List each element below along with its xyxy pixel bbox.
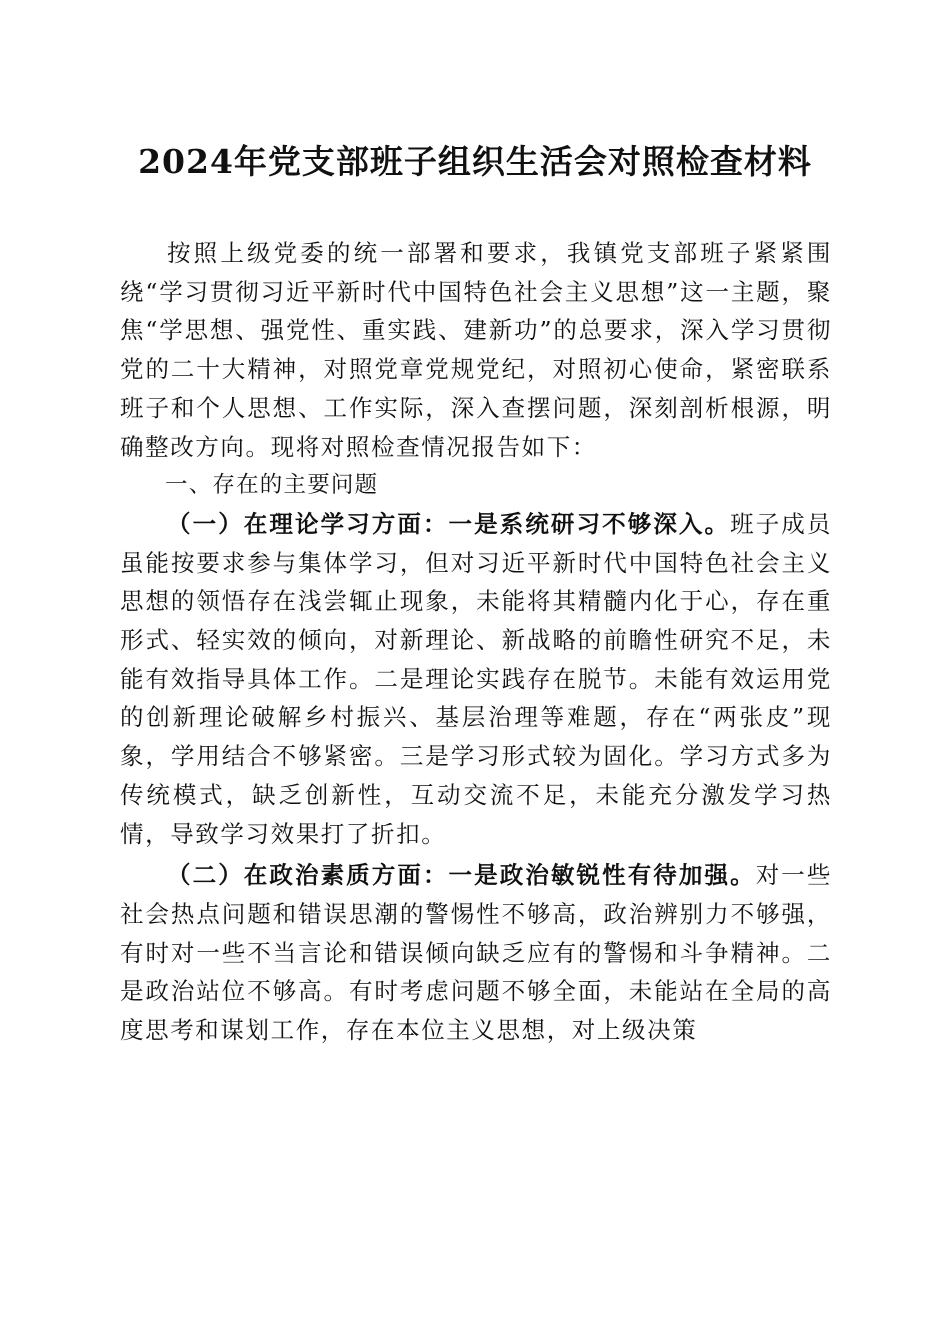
paragraph-lead: （一）在理论学习方面：一是系统研习不够深入。 (167, 509, 731, 538)
paragraph-political-quality (120, 856, 832, 1050)
intro-paragraph: 按照上级党委的统一部署和要求，我镇党支部班子紧紧围绕“学习贯彻习近平新时代中国特色社会主义思想”这一主题，聚焦“学思想、强党性、重实践、建新功”的总要求，深入学习贯彻党的二十大精神，对照党章党规党纪，对照初心使命，紧密联系班子和个人思想、工作实际，深入查摆问题，深刻剖析根源，明确整改方向。现将对照检查情况报告如下： (120, 239, 832, 461)
document-title: 2024年党支部班子组织生活会对照检查材料 (138, 142, 812, 181)
paragraph-text: 班子成员虽能按要求参与集体学习，但对习近平新时代中国特色社会主义思想的领悟存在浅尝辄止现象，未能将其精髓内化于心，存在重形式、轻实效的倾向，对新理论、新战略的前瞻性研究不足，未能有效指导具体工作。二是理论实践存在脱节。未能有效运用党的创新理论破解乡村振兴、基层治理等难题，存在“两张皮”现象，学用结合不够紧密。三是学习形式较为固化。学习方式多为传统模式，缺乏创新性，互动交流不足，未能充分激发学习热情，导致学习效果打了折扣。 (120, 509, 832, 848)
paragraph-theory-study (120, 505, 832, 853)
paragraph-lead: （二）在政治素质方面：一是政治敏锐性有待加强。 (167, 861, 756, 890)
document-body (120, 234, 832, 1050)
section-heading-main-problems: 一、存在的主要问题 (165, 472, 379, 499)
paragraph-text: 对一些社会热点问题和错误思潮的警惕性不够高，政治辨别力不够强，有时对一些不当言论和错误倾向缺乏应有的警惕和斗争精神。二是政治站位不够高。有时考虑问题不够全面，未能站在全局的高度思考和谋划工作，存在本位主义思想，对上级决策 (120, 861, 832, 1045)
